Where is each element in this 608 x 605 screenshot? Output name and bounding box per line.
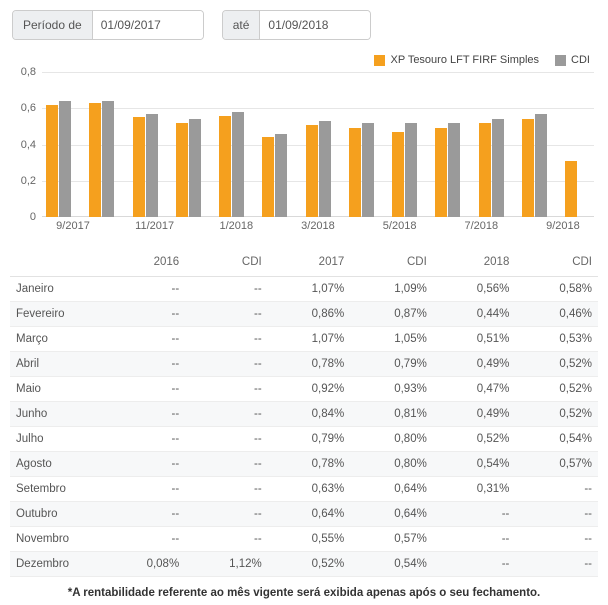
table-cell-value: -- bbox=[103, 502, 186, 527]
bar-group bbox=[479, 72, 504, 217]
table-cell-value: 0,79% bbox=[350, 352, 433, 377]
period-from-label: Período de bbox=[13, 11, 93, 39]
table-cell-value: 0,46% bbox=[515, 302, 598, 327]
x-tick-label: 9/2017 bbox=[56, 220, 90, 232]
table-cell-value: -- bbox=[103, 527, 186, 552]
table-cell-value: 0,64% bbox=[268, 502, 351, 527]
bar[interactable] bbox=[479, 123, 491, 217]
table-cell-month: Outubro bbox=[10, 502, 103, 527]
table-cell-value: 1,05% bbox=[350, 327, 433, 352]
table-cell-value: 0,53% bbox=[515, 327, 598, 352]
monthly-returns-table-wrap bbox=[0, 248, 608, 577]
legend-item-0[interactable] bbox=[374, 54, 539, 66]
table-row bbox=[10, 452, 598, 477]
table-cell-value: -- bbox=[433, 502, 516, 527]
table-row bbox=[10, 427, 598, 452]
table-cell-value: -- bbox=[103, 427, 186, 452]
monthly-returns-table bbox=[10, 248, 598, 577]
bar[interactable] bbox=[219, 116, 231, 218]
table-column-header: 2018 bbox=[433, 248, 516, 277]
table-cell-value: -- bbox=[103, 352, 186, 377]
bar-group bbox=[219, 72, 244, 217]
table-cell-value: -- bbox=[515, 527, 598, 552]
chart-x-axis bbox=[42, 220, 594, 232]
table-cell-value: 0,52% bbox=[515, 352, 598, 377]
table-cell-value: 0,56% bbox=[433, 277, 516, 302]
chart-legend bbox=[10, 50, 598, 70]
table-cell-month: Abril bbox=[10, 352, 103, 377]
bar[interactable] bbox=[262, 137, 274, 217]
table-cell-value: 0,57% bbox=[515, 452, 598, 477]
table-cell-value: 0,54% bbox=[350, 552, 433, 577]
table-cell-value: 0,57% bbox=[350, 527, 433, 552]
legend-label: CDI bbox=[571, 54, 590, 66]
table-cell-value: 0,80% bbox=[350, 427, 433, 452]
table-cell-value: 0,79% bbox=[268, 427, 351, 452]
performance-bar-chart bbox=[10, 50, 598, 240]
bar[interactable] bbox=[102, 101, 114, 217]
table-cell-month: Julho bbox=[10, 427, 103, 452]
bar[interactable] bbox=[176, 123, 188, 217]
bar[interactable] bbox=[275, 134, 287, 217]
y-tick-label: 0,6 bbox=[20, 102, 36, 115]
table-cell-month: Setembro bbox=[10, 477, 103, 502]
x-tick-label: 5/2018 bbox=[382, 220, 417, 232]
table-cell-value: 0,87% bbox=[350, 302, 433, 327]
table-cell-month: Fevereiro bbox=[10, 302, 103, 327]
period-to-label: até bbox=[223, 11, 261, 39]
table-cell-value: -- bbox=[433, 552, 516, 577]
table-cell-value: 0,64% bbox=[350, 502, 433, 527]
table-column-header: CDI bbox=[515, 248, 598, 277]
table-cell-value: 0,49% bbox=[433, 402, 516, 427]
y-tick-label: 0,8 bbox=[20, 66, 36, 78]
bar-group bbox=[46, 72, 71, 217]
table-cell-value: 0,52% bbox=[515, 377, 598, 402]
table-column-header: 2017 bbox=[268, 248, 351, 277]
table-cell-month: Junho bbox=[10, 402, 103, 427]
table-cell-month: Março bbox=[10, 327, 103, 352]
bar[interactable] bbox=[46, 105, 58, 217]
bar[interactable] bbox=[535, 114, 547, 217]
table-row bbox=[10, 402, 598, 427]
period-to-input[interactable] bbox=[260, 11, 370, 39]
bar-group bbox=[262, 72, 287, 217]
chart-plot-area bbox=[10, 66, 598, 242]
table-cell-value: 1,12% bbox=[185, 552, 268, 577]
table-row bbox=[10, 352, 598, 377]
table-cell-value: 0,81% bbox=[350, 402, 433, 427]
period-from-input[interactable] bbox=[93, 11, 203, 39]
x-tick-label: 1/2018 bbox=[219, 220, 254, 232]
table-cell-value: 0,84% bbox=[268, 402, 351, 427]
bar[interactable] bbox=[522, 119, 534, 217]
table-row bbox=[10, 277, 598, 302]
bar[interactable] bbox=[146, 114, 158, 217]
bar[interactable] bbox=[306, 125, 318, 217]
table-cell-value: 0,78% bbox=[268, 352, 351, 377]
x-tick-label: 7/2018 bbox=[464, 220, 499, 232]
chart-bars bbox=[42, 72, 594, 217]
legend-swatch-icon bbox=[555, 55, 566, 66]
period-from-group[interactable] bbox=[12, 10, 204, 40]
table-row bbox=[10, 327, 598, 352]
table-cell-value: 0,52% bbox=[268, 552, 351, 577]
bar[interactable] bbox=[133, 117, 145, 217]
table-cell-value: 0,52% bbox=[515, 402, 598, 427]
bar[interactable] bbox=[448, 123, 460, 217]
table-cell-value: 0,08% bbox=[103, 552, 186, 577]
bar-group bbox=[133, 72, 158, 217]
table-cell-value: 0,78% bbox=[268, 452, 351, 477]
table-cell-value: 0,80% bbox=[350, 452, 433, 477]
table-cell-value: 0,93% bbox=[350, 377, 433, 402]
table-cell-value: -- bbox=[433, 527, 516, 552]
legend-item-1[interactable] bbox=[555, 54, 590, 66]
period-filter-bar bbox=[0, 0, 608, 46]
bar-group bbox=[522, 72, 547, 217]
table-row bbox=[10, 527, 598, 552]
table-cell-month: Novembro bbox=[10, 527, 103, 552]
bar-group bbox=[392, 72, 417, 217]
table-cell-value: 0,47% bbox=[433, 377, 516, 402]
bar[interactable] bbox=[232, 112, 244, 217]
table-row bbox=[10, 302, 598, 327]
table-cell-value: 0,52% bbox=[433, 427, 516, 452]
table-cell-value: -- bbox=[103, 452, 186, 477]
table-header bbox=[10, 248, 598, 277]
table-row bbox=[10, 552, 598, 577]
table-cell-value: -- bbox=[185, 427, 268, 452]
table-row bbox=[10, 502, 598, 527]
table-cell-value: -- bbox=[515, 502, 598, 527]
bar-group bbox=[306, 72, 331, 217]
x-tick-label: 3/2018 bbox=[301, 220, 335, 232]
table-cell-month: Dezembro bbox=[10, 552, 103, 577]
x-tick-label: 11/2017 bbox=[135, 220, 175, 232]
chart-y-axis bbox=[10, 66, 40, 223]
table-column-header: CDI bbox=[350, 248, 433, 277]
bar[interactable] bbox=[405, 123, 417, 217]
table-row bbox=[10, 477, 598, 502]
table-column-header bbox=[10, 248, 103, 277]
table-cell-value: -- bbox=[515, 477, 598, 502]
table-cell-value: 0,54% bbox=[515, 427, 598, 452]
table-cell-value: -- bbox=[185, 527, 268, 552]
table-cell-value: 0,31% bbox=[433, 477, 516, 502]
table-cell-value: -- bbox=[185, 477, 268, 502]
legend-swatch-icon bbox=[374, 55, 385, 66]
table-cell-value: 0,92% bbox=[268, 377, 351, 402]
table-cell-value: 0,63% bbox=[268, 477, 351, 502]
table-cell-value: 1,07% bbox=[268, 277, 351, 302]
table-body bbox=[10, 277, 598, 577]
bar[interactable] bbox=[59, 101, 71, 217]
table-cell-month: Maio bbox=[10, 377, 103, 402]
table-footnote: *A rentabilidade referente ao mês vigente será exibida apenas após o seu fechamento. bbox=[67, 587, 541, 599]
bar[interactable] bbox=[492, 119, 504, 217]
table-header-row bbox=[10, 248, 598, 277]
bar[interactable] bbox=[349, 128, 361, 217]
table-cell-value: 0,55% bbox=[268, 527, 351, 552]
bar-group bbox=[565, 72, 590, 217]
table-cell-value: -- bbox=[103, 477, 186, 502]
table-cell-value: -- bbox=[185, 502, 268, 527]
table-cell-value: -- bbox=[515, 552, 598, 577]
bar[interactable] bbox=[435, 128, 447, 217]
y-tick-label: 0,4 bbox=[20, 138, 36, 151]
table-cell-value: -- bbox=[185, 377, 268, 402]
table-cell-value: -- bbox=[185, 302, 268, 327]
bar-group bbox=[176, 72, 201, 217]
legend-label: XP Tesouro LFT FIRF Simples bbox=[390, 54, 540, 66]
table-cell-month: Agosto bbox=[10, 452, 103, 477]
table-cell-value: 0,86% bbox=[268, 302, 351, 327]
bar[interactable] bbox=[89, 103, 101, 217]
table-cell-value: 0,64% bbox=[350, 477, 433, 502]
table-cell-value: -- bbox=[185, 452, 268, 477]
table-cell-value: -- bbox=[103, 302, 186, 327]
bar-group bbox=[89, 72, 114, 217]
table-cell-value: 0,44% bbox=[433, 302, 516, 327]
table-cell-value: -- bbox=[185, 277, 268, 302]
y-tick-label: 0 bbox=[29, 211, 36, 223]
x-tick-label: 9/2018 bbox=[546, 220, 580, 232]
table-row bbox=[10, 377, 598, 402]
table-column-header: CDI bbox=[185, 248, 268, 277]
table-cell-value: -- bbox=[103, 402, 186, 427]
bar[interactable] bbox=[565, 161, 577, 217]
bar[interactable] bbox=[319, 121, 331, 217]
table-cell-value: 0,49% bbox=[433, 352, 516, 377]
bar[interactable] bbox=[362, 123, 374, 217]
table-column-header: 2016 bbox=[103, 248, 186, 277]
bar[interactable] bbox=[392, 132, 404, 217]
bar-group bbox=[349, 72, 374, 217]
table-cell-value: -- bbox=[103, 377, 186, 402]
bar-group bbox=[435, 72, 460, 217]
table-cell-value: -- bbox=[103, 327, 186, 352]
y-tick-label: 0,2 bbox=[20, 174, 36, 187]
table-cell-value: 0,54% bbox=[433, 452, 516, 477]
table-cell-value: 0,51% bbox=[433, 327, 516, 352]
period-to-group[interactable] bbox=[222, 10, 372, 40]
table-cell-value: -- bbox=[103, 277, 186, 302]
table-cell-value: -- bbox=[185, 402, 268, 427]
table-cell-value: -- bbox=[185, 327, 268, 352]
bar[interactable] bbox=[189, 119, 201, 217]
table-cell-value: 1,09% bbox=[350, 277, 433, 302]
table-cell-value: -- bbox=[185, 352, 268, 377]
table-cell-month: Janeiro bbox=[10, 277, 103, 302]
table-cell-value: 0,58% bbox=[515, 277, 598, 302]
table-cell-value: 1,07% bbox=[268, 327, 351, 352]
